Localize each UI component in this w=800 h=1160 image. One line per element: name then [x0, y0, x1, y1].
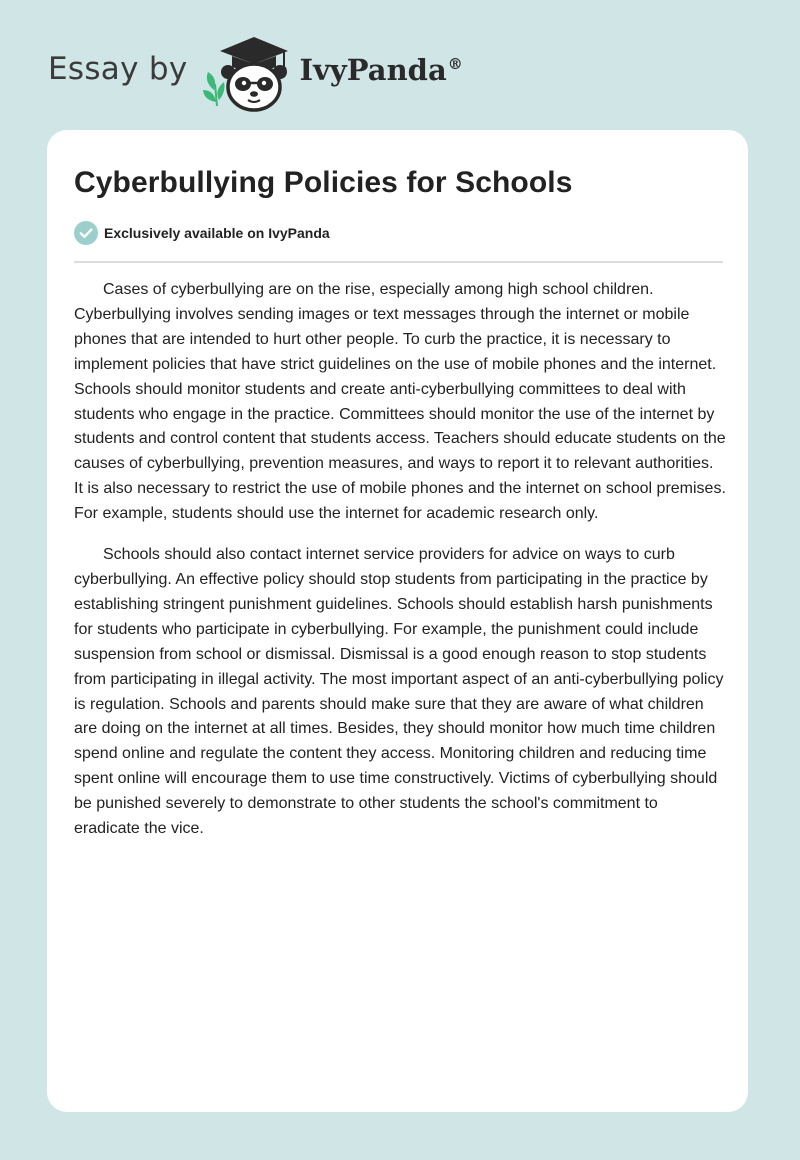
trademark-symbol: ®	[447, 55, 463, 74]
title-divider	[74, 261, 723, 263]
essay-by-label: Essay by	[48, 51, 188, 87]
exclusive-badge-label: Exclusively available on IvyPanda	[104, 225, 330, 241]
check-circle-icon	[74, 221, 98, 245]
essay-body	[74, 278, 726, 858]
essay-title: Cyberbullying Policies for Schools	[74, 166, 573, 199]
brand-name[interactable]: IvyPanda®	[299, 53, 463, 87]
essay-card	[47, 130, 748, 1112]
site-header	[48, 34, 463, 114]
paragraph: Schools should also contact internet service providers for advice on ways to curb cyberbullying. An effective policy should stop students from participating in the practice by establishing stringent punishment guidelines. Schools should establish harsh punishments for students who participate in cyberbullying. For example, the punishment could include suspension from school or dismissal. Dismissal is a good enough reason to stop students from participating in illegal activity. The most important aspect of an anti-cyberbullying policy is regulation. Schools and parents should make sure that they are aware of what children are doing on the internet at all times. Besides, they should monitor how much time children spend online and regulate the content they access. Monitoring children and reducing time spent online will encourage them to use time constructively. Victims of cyberbullying should be punished severely to demonstrate to other students the school's commitment to eradicate the vice.	[74, 546, 724, 838]
exclusive-badge	[74, 221, 330, 245]
panda-logo-icon[interactable]	[200, 34, 296, 114]
paragraph: Cases of cyberbullying are on the rise, especially among high school children. Cyberbullying involves sending images or text messages through the internet or mobile phones that are intended to hurt other people. To curb the practice, it is necessary to implement policies that have strict guidelines on the use of mobile phones and the internet. Schools should monitor students and create anti-cyberbullying committees to deal with students who engage in the practice. Committees should monitor the use of the internet by students and control content that students access. Teachers should educate students on the causes of cyberbullying, prevention measures, and ways to report it to relevant authorities. It is also necessary to restrict the use of mobile phones and the internet on school premises. For example, students should use the internet for academic research only.	[74, 281, 726, 523]
